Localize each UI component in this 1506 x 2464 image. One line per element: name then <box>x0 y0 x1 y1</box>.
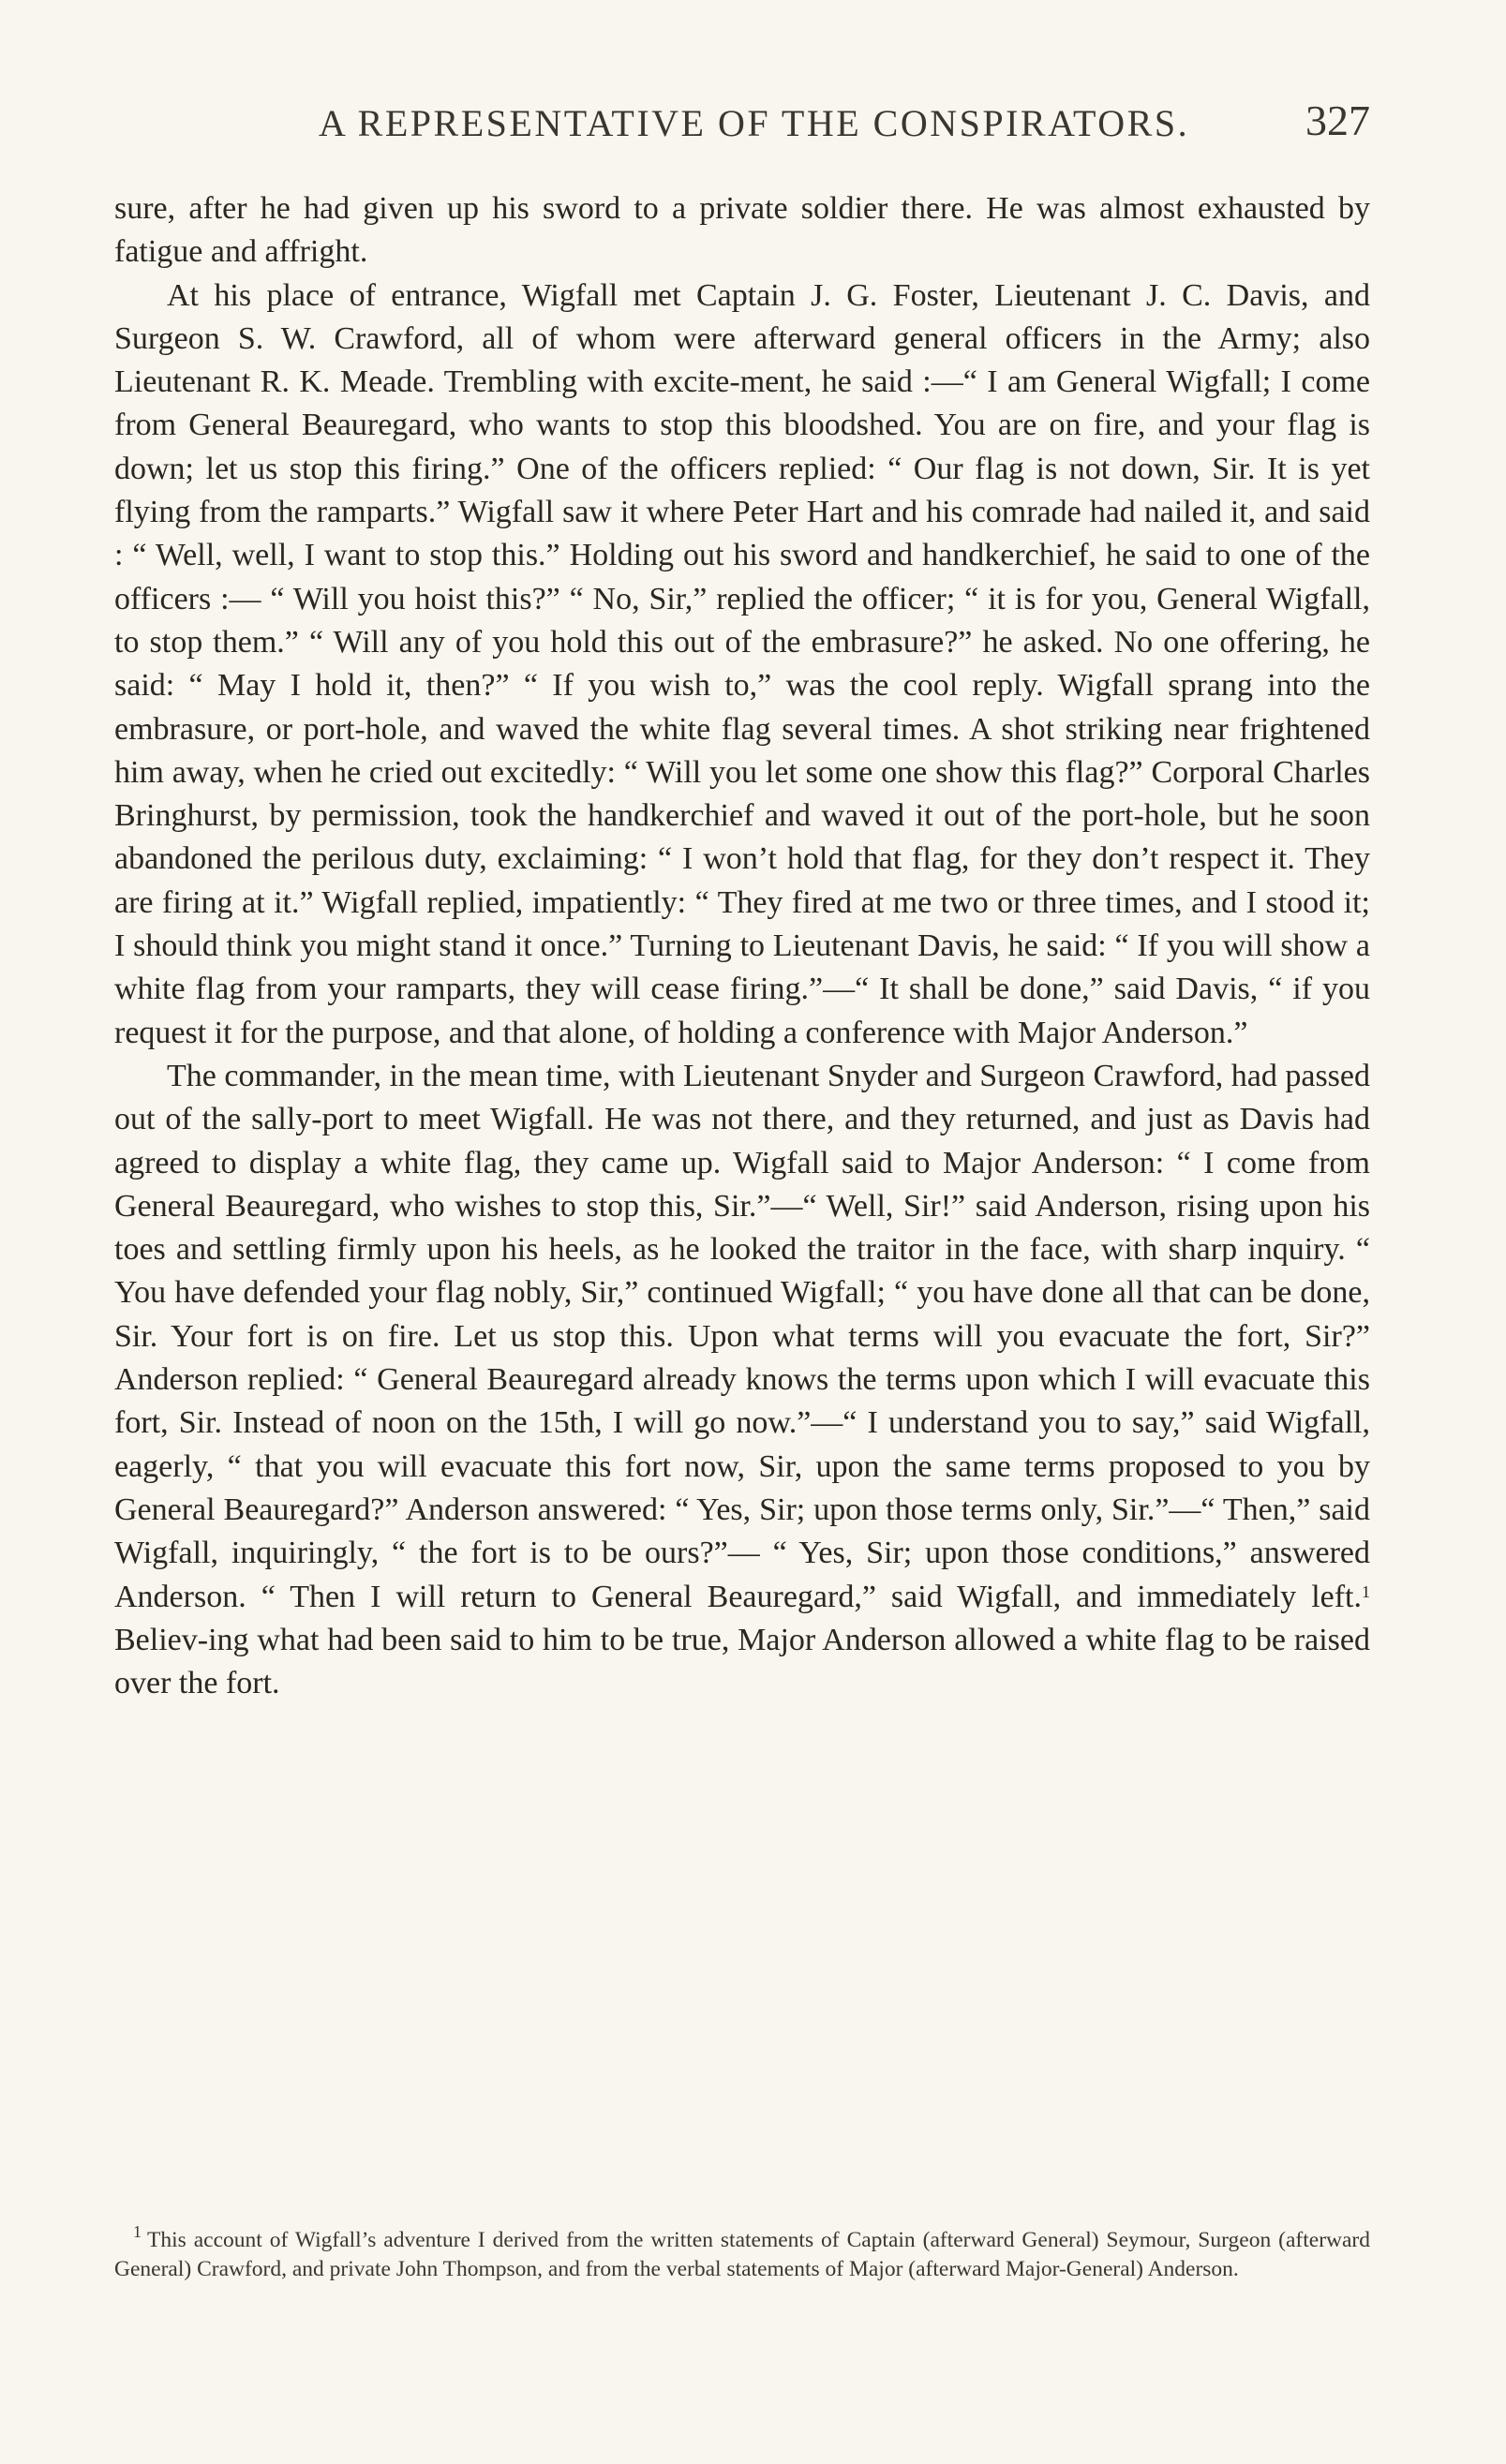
paragraph-3-text: The commander, in the mean time, with Lieutenant Snyder and Surgeon Crawford, had passed out of the sally-port to meet Wigfall. He was not there, and they returned, and just as Davis had agreed to display a white flag, they came up. Wigfall said to Major Anderson: “ I come from General Beauregard, who wishes to stop this, Sir.”—“ Well, Sir!” said Anderson, rising upon his toes and settling firmly upon his heels, as he looked the traitor in the face, with sharp inquiry. “ You have defended your flag nobly, Sir,” continued Wigfall; “ you have done all that can be done, Sir. Your fort is on fire. Let us stop this. Upon what terms will you evacuate the fort, Sir?” Anderson replied: “ General Beauregard already knows the terms upon which I will evacuate this fort, Sir. Instead of noon on the 15th, I will go now.”—“ I understand you to say,” said Wigfall, eagerly, “ that you will evacuate this fort now, Sir, upon the same terms proposed to you by General Beauregard?” Anderson answered: “ Yes, Sir; upon those terms only, Sir.”—“ Then,” said Wigfall, inquiringly, “ the fort is to be ours?”— “ Yes, Sir; upon those conditions,” answered Anderson. “ Then I will return to General Beauregard,” said Wigfall, and immediately left. <box>114 1058 1370 1614</box>
footnote-text: This account of Wigfall’s adventure I derived from the written statements of Captain (afterward General) Seymour, Surgeon (afterward General) Crawford, and private John Thompson, and from the verbal statements of Major (afterward Major-General) Anderson. <box>114 2228 1370 2281</box>
running-head <box>114 96 1370 148</box>
footnote-reference: 1 <box>1362 1581 1370 1601</box>
paragraph-2: At his place of entrance, Wigfall met Captain J. G. Foster, Lieutenant J. C. Davis, and Surgeon S. W. Crawford, all of whom were afterward general officers in the Army; also Lieutenant R. K. Meade. Trembling with excite-ment, he said :—“ I am General Wigfall; I come from General Beauregard, who wants to stop this bloodshed. You are on fire, and your flag is down; let us stop this firing.” One of the officers replied: “ Our flag is not down, Sir. It is yet flying from the ramparts.” Wigfall saw it where Peter Hart and his comrade had nailed it, and said : “ Well, well, I want to stop this.” Holding out his sword and handkerchief, he said to one of the officers :— “ Will you hoist this?” “ No, Sir,” replied the officer; “ it is for you, General Wigfall, to stop them.” “ Will any of you hold this out of the embrasure?” he asked. No one offering, he said: “ May I hold it, then?” “ If you wish to,” was the cool reply. Wigfall sprang into the embrasure, or port-hole, and waved the white flag several times. A shot striking near frightened him away, when he cried out excitedly: “ Will you let some one show this flag?” Corporal Charles Bringhurst, by permission, took the handkerchief and waved it out of the port-hole, but he soon abandoned the perilous duty, exclaiming: “ I won’t hold that flag, for they don’t respect it. They are firing at it.” Wigfall replied, impatiently: “ They fired at me two or three times, and I stood it; I should think you might stand it once.” Turning to Lieutenant Davis, he said: “ If you will show a white flag from your ramparts, they will cease firing.”—“ It shall be done,” said Davis, “ if you request it for the purpose, and that alone, of holding a conference with Major Anderson.” <box>114 277 1370 1050</box>
running-title: A REPRESENTATIVE OF THE CONSPIRATORS. <box>319 102 1190 144</box>
body-text <box>114 187 1370 1705</box>
page-number: 327 <box>1305 96 1370 144</box>
paragraph-3 <box>114 1055 1370 1705</box>
footnote-mark: 1 <box>133 2222 142 2241</box>
paragraph-1: sure, after he had given up his sword to a private soldier there. He was almost exhausted by fatigue and affright. <box>114 191 1370 270</box>
footnote <box>114 2222 1370 2284</box>
paragraph-3-text-continued: Believ-ing what had been said to him to be true, Major Anderson allowed a white flag to be raised over the fort. <box>114 1622 1370 1701</box>
